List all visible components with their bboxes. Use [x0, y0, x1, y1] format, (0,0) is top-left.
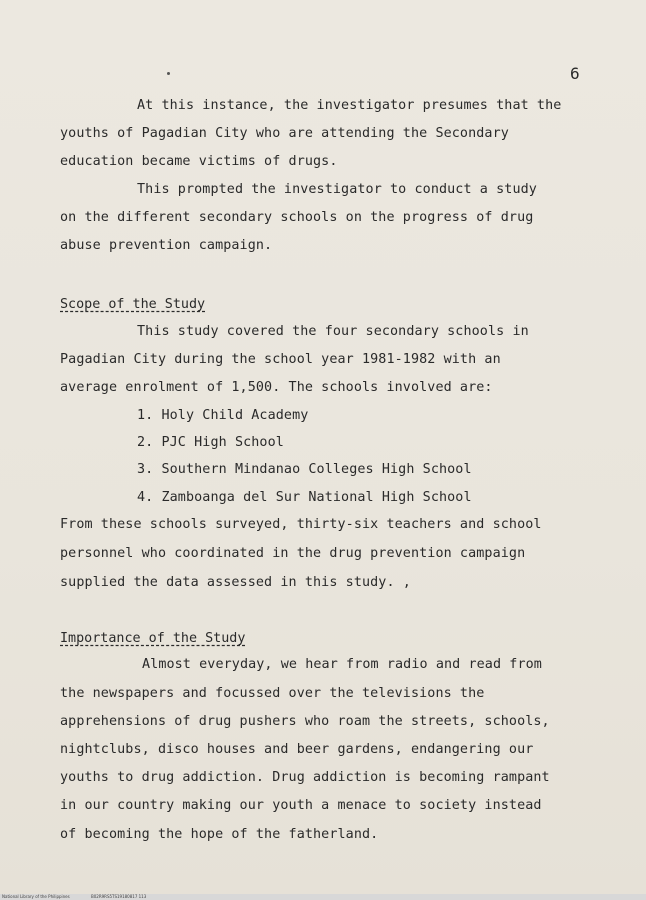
importance-line: in our country making our youth a menace to society instead	[60, 798, 542, 813]
scope-closing-line: supplied the data assessed in this study. ,	[60, 575, 411, 590]
ink-speck	[167, 72, 170, 75]
school-list-item: 3. Southern Mindanao Colleges High School	[137, 462, 472, 477]
importance-line: youths to drug addiction. Drug addiction is becoming rampant	[60, 770, 550, 785]
footer-scan-code: B02R9RS5TS19180817 113	[91, 894, 147, 899]
scan-footer	[0, 894, 646, 900]
intro-line: education became victims of drugs.	[60, 154, 338, 169]
scope-line: This study covered the four secondary schools in	[137, 324, 529, 339]
scope-closing-line: From these schools surveyed, thirty-six teachers and school	[60, 517, 542, 532]
school-list-item: 4. Zamboanga del Sur National High School	[137, 490, 472, 505]
intro-line: At this instance, the investigator presumes that the	[137, 98, 562, 113]
school-list-item: 2. PJC High School	[137, 435, 284, 450]
importance-line: apprehensions of drug pushers who roam the streets, schools,	[60, 714, 550, 729]
scope-line: average enrolment of 1,500. The schools involved are:	[60, 380, 493, 395]
intro-line: This prompted the investigator to conduct a study	[137, 182, 537, 197]
footer-library-name: National Library of the Philippines	[2, 894, 70, 899]
scope-closing-line: personnel who coordinated in the drug prevention campaign	[60, 546, 526, 561]
scope-heading: Scope of the Study	[60, 297, 206, 312]
intro-line: abuse prevention campaign.	[60, 238, 273, 253]
importance-line: of becoming the hope of the fatherland.	[60, 827, 379, 842]
page-number: 6	[570, 64, 580, 83]
importance-line: Almost everyday, we hear from radio and read from	[142, 657, 542, 672]
scope-line: Pagadian City during the school year 1981-1982 with an	[60, 352, 501, 367]
importance-line: nightclubs, disco houses and beer gardens, endangering our	[60, 742, 534, 757]
importance-heading: Importance of the Study	[60, 631, 246, 646]
intro-line: youths of Pagadian City who are attending the Secondary	[60, 126, 509, 141]
intro-line: on the different secondary schools on the progress of drug	[60, 210, 534, 225]
school-list-item: 1. Holy Child Academy	[137, 408, 309, 423]
importance-line: the newspapers and focussed over the televisions the	[60, 686, 485, 701]
